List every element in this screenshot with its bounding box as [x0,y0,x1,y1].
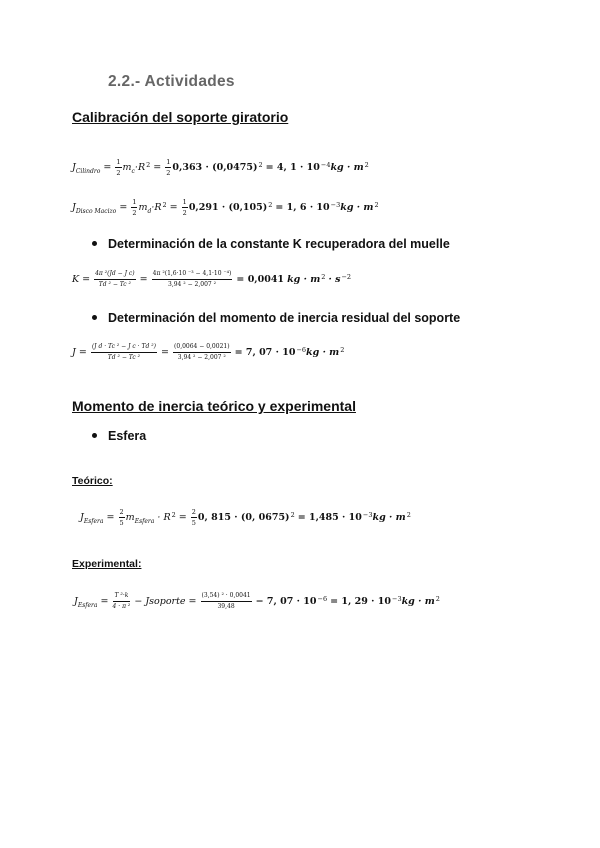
section-title-calibracion: Calibración del soporte giratorio [72,109,289,125]
eq-fraction: $\frac{1}{2}$ [166,158,171,177]
eq-result: = 1,485 · 10 [297,512,362,523]
page-heading: 2.2.- Actividades [108,73,235,90]
eq-exponent: 2 [268,201,273,209]
eq-result: = 1, 29 · 10 [330,596,391,607]
bullet-label: Esfera [108,429,147,443]
eq-exponent: −6 [296,346,307,354]
eq-mass: m [138,202,148,213]
eq-exponent: −4 [320,161,331,169]
eq-mass: m [125,512,135,523]
eq-operator: = [169,202,178,213]
eq-exponent: −2 [341,273,352,281]
eq-fraction: $\frac{\text{4π ²(1,6·10 ⁻³ − 4,1·10 ⁻⁴)}}{\text{3,94 ² − 2,007 ²}}$ [152,270,232,288]
eq-fraction: $\frac{\text{4π ²(Jd − J c)}}{\text{Td ² − Tc ²}}$ [95,270,135,288]
bullet-label: Determinación de la constante K recuperadora del muelle [108,237,450,251]
eq-values: 0,363 · (0,0475) [172,162,258,173]
eq-result: = 4, 1 · 10 [265,162,320,173]
eq-subscript: Esfera [77,602,98,609]
eq-symbol: J [80,512,84,523]
eq-subscript: c [131,168,135,175]
eq-fraction: $\frac{1}{2}$ [182,198,187,217]
eq-values: 0, 815 · (0, 0675) [197,512,290,523]
eq-symbol: J [72,162,76,173]
eq-exponent: 2 [258,161,263,169]
eq-term: − Jsoporte = [134,596,197,607]
eq-exponent: 2 [406,511,411,519]
eq-mass: m [122,162,132,173]
equation-teorico [80,508,411,527]
bullet-constante-k [92,237,450,251]
eq-fraction: $\frac{\text{T ²·k}}{\text{4 · π ²}}$ [112,592,131,610]
eq-subscript: Esfera [134,518,155,525]
eq-radius: ·R [151,202,162,213]
subsection-teorico: Teórico: [72,475,113,487]
eq-exponent: −3 [392,595,402,603]
eq-values: − 7, 07 · 10 [255,596,317,607]
eq-operator: = [153,162,162,173]
bullet-label: Determinación del momento de inercia residual del soporte [108,311,461,325]
eq-operator: = [103,162,112,173]
eq-exponent: 2 [290,511,295,519]
eq-values: 0,291 · (0,105) [188,202,268,213]
equation-k [72,270,351,289]
eq-units: · s [328,274,341,285]
eq-exponent: 2 [171,511,176,519]
eq-fraction: $\frac{2}{5}$ [119,508,124,527]
equation-experimental [74,592,440,611]
eq-symbol: J [74,596,78,607]
eq-exponent: −6 [317,595,328,603]
eq-fraction: $\frac{1}{2}$ [116,158,121,177]
eq-exponent: 2 [435,595,440,603]
bullet-momento-residual [92,311,460,325]
eq-operator: = [119,202,128,213]
section-title-momento: Momento de inercia teórico y experimental [72,398,356,414]
eq-fraction: $\frac{2}{5}$ [191,508,196,527]
eq-operator: = [106,512,115,523]
eq-exponent: 2 [162,201,167,209]
eq-exponent: 2 [321,273,326,281]
eq-symbol: J = [72,347,87,358]
eq-subscript: Esfera [83,518,104,525]
bullet-esfera [92,429,146,443]
eq-units: kg · m [372,512,406,523]
eq-units: kg · m [401,596,435,607]
eq-radius: ·R [134,162,146,173]
eq-result: = 1, 6 · 10 [275,202,330,213]
eq-units: kg · m [340,202,374,213]
eq-result: = 7, 07 · 10 [234,347,296,358]
eq-exponent: −3 [362,511,373,519]
eq-units: kg · m [306,347,340,358]
eq-exponent: 2 [374,201,379,209]
eq-operator: = [100,596,109,607]
equation-j-cilindro [72,158,369,177]
eq-exponent: 2 [340,346,345,354]
bullet-icon [92,433,97,438]
eq-exponent: 2 [364,161,369,169]
eq-operator: = [139,274,148,285]
eq-exponent: −3 [330,201,341,209]
bullet-icon [92,315,97,320]
eq-symbol: J [72,202,76,213]
bullet-icon [92,241,97,246]
eq-fraction: $\frac{(0,0064 - 0,0021)}{\text{3,94 ² − 2,007 ²}}$ [174,343,230,361]
eq-radius: · R [157,512,171,523]
eq-exponent: 2 [146,161,151,169]
eq-operator: = [178,512,187,523]
eq-units: kg · m [287,274,321,285]
eq-result: = 0,0041 [236,274,285,285]
eq-operator: = [161,347,169,358]
eq-fraction: $\frac{\text{(3,54) ² · 0,0041}}{39,48}$ [201,592,251,610]
eq-symbol: K = [72,274,91,285]
subsection-experimental: Experimental: [72,558,142,570]
eq-units: kg · m [330,162,364,173]
eq-subscript: Disco Macizo [75,208,117,215]
eq-fraction: $\frac{\text{(J d · Tc ² − J c · Td ²)}}{\text{Td ² − Tc ²}}$ [91,343,156,361]
equation-j-disco [72,198,379,217]
eq-subscript: d [147,208,152,215]
equation-j-soporte [72,343,344,362]
eq-subscript: Cilindro [75,168,101,175]
eq-fraction: $\frac{1}{2}$ [132,198,137,217]
